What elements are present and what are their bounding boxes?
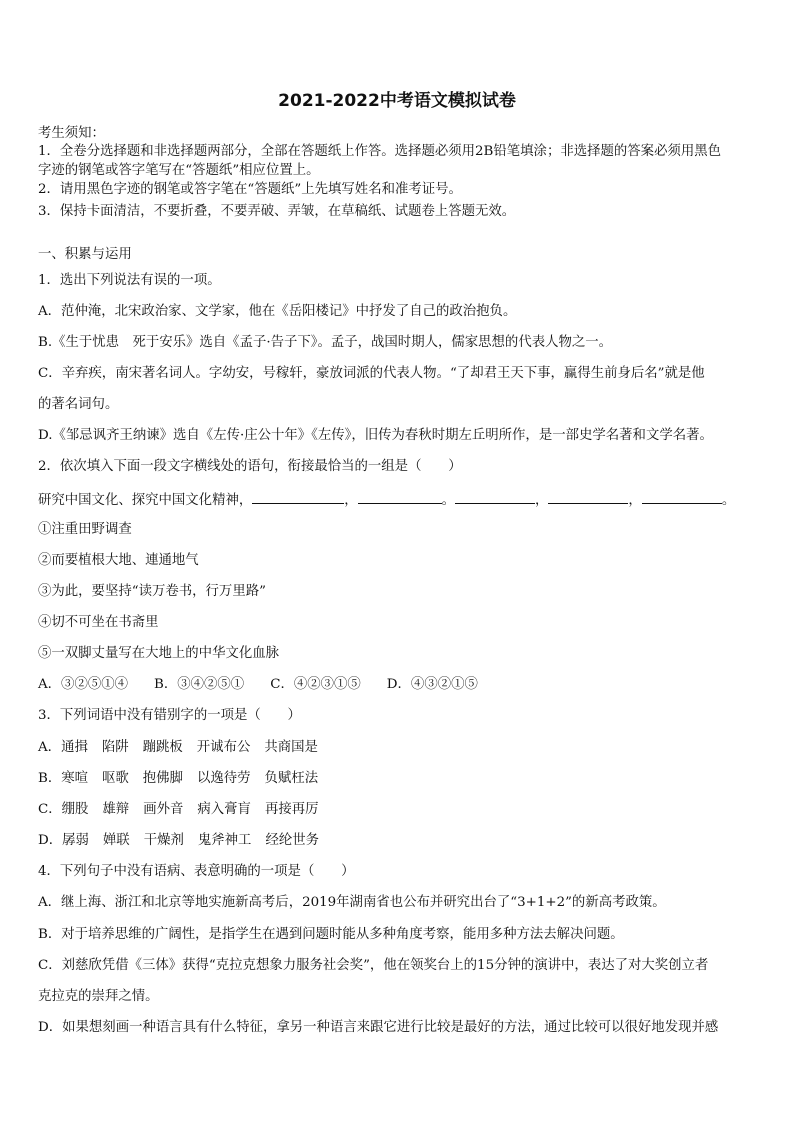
q1-option-b: B.《生于忧患 死于安乐》选自《孟子·告子下》。孟子，战国时期人，儒家思想的代表人物之一。 <box>38 335 613 350</box>
q3-word: 病入膏肓 <box>197 802 251 817</box>
q3-option-c <box>38 800 758 820</box>
q3-word: 婵联 <box>102 833 130 848</box>
q1-stem: 1．选出下列说法有误的一项。 <box>38 273 221 288</box>
q3-word: 再接再厉 <box>264 802 319 817</box>
q3-option-label: C． <box>38 802 62 817</box>
q3-word: 抱佛脚 <box>142 771 183 786</box>
q2-passage <box>38 489 758 511</box>
q2-item-5: ⑤一双脚丈量写在大地上的中华文化血脉 <box>38 646 280 661</box>
q3-word: 共商国是 <box>264 740 318 755</box>
q3-word: 雄辩 <box>102 802 130 817</box>
q3-word: 绷股 <box>61 802 89 817</box>
q2-sep-1: ， <box>344 493 358 508</box>
q3-option-d <box>38 831 758 851</box>
notice-item-1: 1．全卷分选择题和非选择题两部分，全部在答题纸上作答。选择题必须用2B铅笔填涂；非选择题的答案必须用黑色 <box>38 144 722 159</box>
page-title: 2021-2022中考语文模拟试卷 <box>278 91 516 111</box>
q3-word: 干燥剂 <box>143 833 184 848</box>
q3-word: 以逸待劳 <box>196 771 251 786</box>
q4-option-a: A．继上海、浙江和北京等地实施新高考后，2019年湖南省也公布并研究出台了“3+1+2”的新高考政策。 <box>38 895 666 910</box>
section-heading: 一、积累与运用 <box>38 247 132 262</box>
q1-option-a: A．范仲淹，北宋政治家、文学家，他在《岳阳楼记》中抒发了自己的政治抱负。 <box>38 304 517 319</box>
q3-word: 鬼斧神工 <box>197 833 252 848</box>
notice-heading: 考生须知： <box>38 126 105 141</box>
q3-word: 蹦跳板 <box>142 740 183 755</box>
q2-item-2: ②而要植根大地、連通地气 <box>38 553 199 568</box>
q2-blank-3 <box>455 489 535 504</box>
notice-item-2: 2．请用黑色字迹的钢笔或答字笔在“答题纸”上先填写姓名和准考证号。 <box>38 182 462 197</box>
q3-option-label: A． <box>38 740 62 755</box>
q2-blank-5 <box>642 489 722 504</box>
q4-option-c: C．刘慈欣凭借《三体》获得“克拉克想象力服务社会奖”，他在领奖台上的15分钟的演讲中，表达了对大奖创立者 <box>38 958 709 973</box>
q3-word: 经纶世务 <box>265 833 319 848</box>
q1-option-c-cont: 的著名词句。 <box>38 397 119 412</box>
q2-item-1: ①注重田野调查 <box>38 522 132 537</box>
q3-stem: 3．下列词语中没有错别字的一项是（ ） <box>38 708 301 723</box>
q3-word: 通揖 <box>61 740 88 755</box>
q2-option-d: D．④③②①⑤ <box>386 677 478 692</box>
q4-option-c-cont: 克拉克的崇拜之情。 <box>38 989 159 1004</box>
q3-word: 陷阱 <box>101 740 129 755</box>
q2-sep-4: ， <box>628 493 642 508</box>
q2-sep-3: ， <box>535 493 549 508</box>
q2-passage-lead: 研究中国文化、探究中国文化精神， <box>38 493 253 508</box>
q2-sep-2: 。 <box>441 493 456 508</box>
q2-item-4: ④切不可坐在书斋里 <box>38 615 159 630</box>
q2-stem: 2．依次填入下面一段文字横线处的语句，衔接最恰当的一组是（ ） <box>38 459 462 474</box>
q3-word: 呕歌 <box>102 771 129 786</box>
q2-blank-4 <box>548 489 628 504</box>
q2-end: 。 <box>721 493 736 508</box>
q2-option-c: C．④②③①⑤ <box>270 677 361 692</box>
q1-option-c: C．辛弃疾，南宋著名词人。字幼安，号稼轩，豪放词派的代表人物。“了却君王天下事，赢得生前身后名”就是他 <box>38 366 705 381</box>
notice-item-1-cont: 字迹的钢笔或答字笔写在“答题纸”相应位置上。 <box>38 163 320 178</box>
q1-option-d: D.《邹忌讽齐王纳谏》选自《左传·庄公十年》《左传》，旧传为春秋时期左丘明所作，是一部史学名著和文学名著。 <box>38 428 713 443</box>
q3-word: 孱弱 <box>62 833 89 848</box>
q2-option-a: A．③②⑤①④ <box>38 677 129 692</box>
q3-word: 寒喧 <box>61 771 89 786</box>
q3-option-label: D． <box>38 833 63 848</box>
q3-option-b <box>38 769 758 789</box>
q4-stem: 4．下列句子中没有语病、表意明确的一项是（ ） <box>38 864 355 879</box>
q3-word: 负赋枉法 <box>264 771 319 786</box>
q3-option-a <box>38 738 758 758</box>
q4-option-b: B．对于培养思维的广阔性，是指学生在遇到问题时能从多种角度考察，能用多种方法去解决问题。 <box>38 927 624 942</box>
q2-option-b: B．③④②⑤① <box>154 677 245 692</box>
q3-option-label: B． <box>38 771 62 786</box>
notice-item-3: 3．保持卡面清洁，不要折叠，不要弄破、弄皱，在草稿纸、试题卷上答题无效。 <box>38 204 516 219</box>
q3-word: 画外音 <box>143 802 184 817</box>
q2-blank-1 <box>252 489 344 504</box>
q2-options <box>38 675 758 695</box>
q4-option-d: D．如果想刻画一种语言具有什么特征，拿另一种语言来跟它进行比较是最好的方法，通过比较可以很好地发现并感 <box>38 1020 719 1035</box>
q2-blank-2 <box>358 489 442 504</box>
q3-word: 开诚布公 <box>196 740 251 755</box>
q2-item-3: ③为此，要坚持“读万卷书，行万里路” <box>38 584 266 599</box>
